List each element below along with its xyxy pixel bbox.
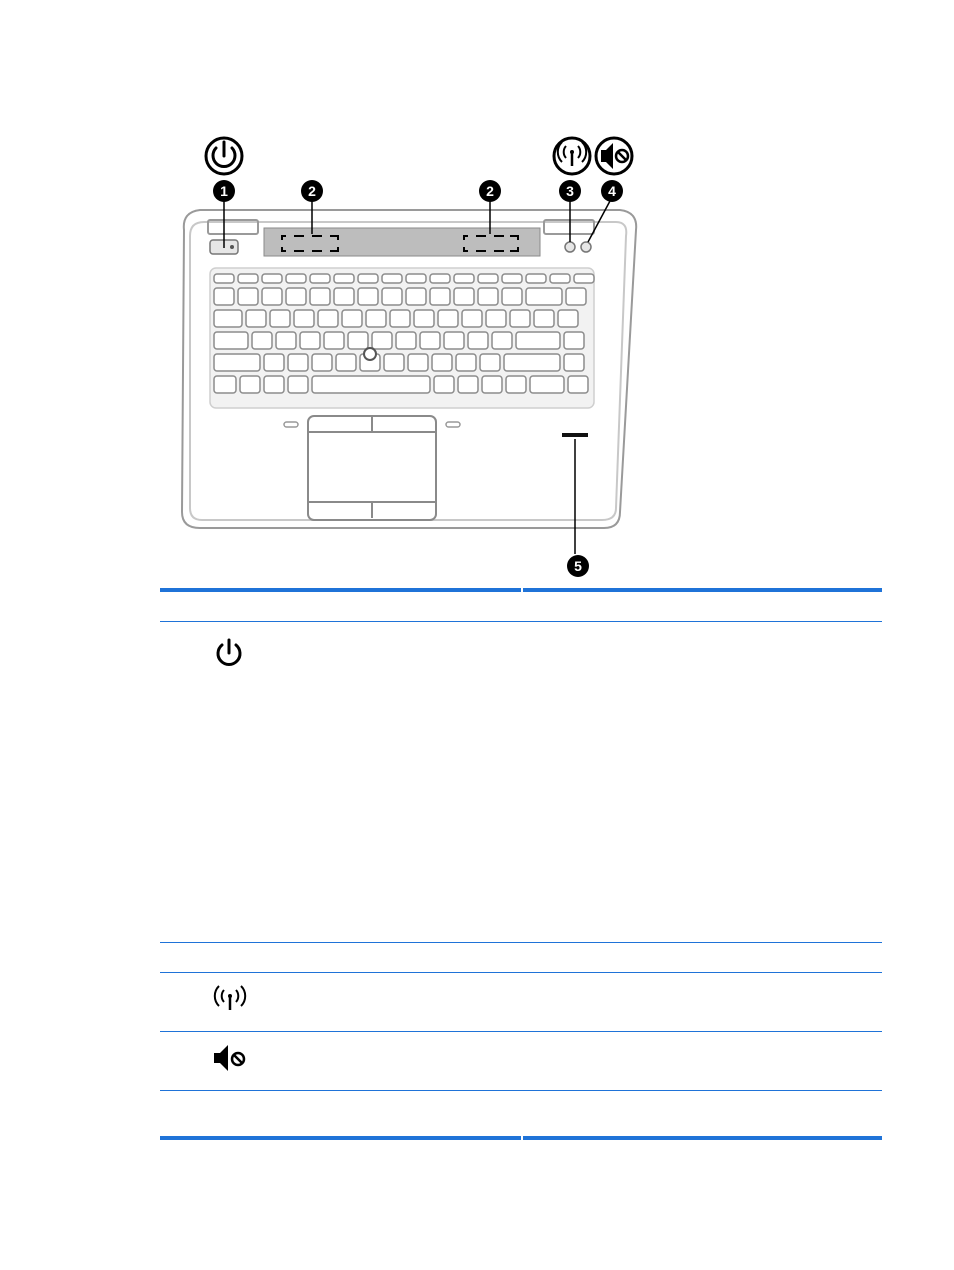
keyboard-key	[372, 332, 392, 349]
keyboard-key	[342, 310, 362, 327]
row-rule	[160, 942, 882, 943]
keyboard-key	[444, 332, 464, 349]
mute-icon	[596, 138, 632, 174]
keyboard-key	[406, 288, 426, 305]
keyboard-key	[502, 274, 522, 283]
keyboard-key	[438, 310, 458, 327]
keyboard-key	[486, 310, 506, 327]
keyboard-key	[432, 354, 452, 371]
keyboard-key	[566, 288, 586, 305]
table-row-mute-icon	[212, 1044, 248, 1077]
keyboard-key	[348, 332, 368, 349]
keyboard-key	[530, 376, 564, 393]
table-row-wireless-icon	[212, 984, 248, 1019]
keyboard-key	[420, 332, 440, 349]
keyboard-key	[430, 288, 450, 305]
keyboard-key	[384, 354, 404, 371]
keyboard-key	[276, 332, 296, 349]
keyboard-key	[558, 310, 578, 327]
callout-3	[559, 180, 581, 202]
wireless-light	[565, 242, 575, 252]
column-divider	[521, 588, 523, 592]
callout-4	[601, 180, 623, 202]
keyboard-key	[214, 274, 234, 283]
keyboard-key	[482, 376, 502, 393]
keyboard-key	[214, 354, 260, 371]
row-rule	[160, 1031, 882, 1032]
keyboard-key	[458, 376, 478, 393]
keyboard-key	[334, 274, 354, 283]
keyboard-key	[526, 288, 562, 305]
keyboard-key	[382, 274, 402, 283]
keyboard-key	[382, 288, 402, 305]
keyboard-key	[550, 274, 570, 283]
table-row-power-icon	[212, 636, 246, 675]
fingerprint-reader	[562, 433, 588, 437]
svg-text:5: 5	[574, 558, 582, 574]
keyboard-key	[480, 354, 500, 371]
keyboard-key	[318, 310, 338, 327]
keyboard-key	[262, 288, 282, 305]
keyboard-key	[478, 288, 498, 305]
keyboard-key	[334, 288, 354, 305]
keyboard-key	[390, 310, 410, 327]
callout-2-right	[479, 180, 501, 202]
keyboard-key	[246, 310, 266, 327]
keyboard-key	[526, 274, 546, 283]
keyboard-key	[396, 332, 416, 349]
keyboard-key	[468, 332, 488, 349]
touchpad[interactable]	[308, 416, 436, 520]
keyboard-key	[456, 354, 476, 371]
keyboard-key	[478, 274, 498, 283]
keyboard-key	[336, 354, 356, 371]
component-table	[160, 588, 882, 1140]
svg-text:3: 3	[566, 183, 574, 199]
keyboard-key	[502, 288, 522, 305]
keyboard-key	[510, 310, 530, 327]
keyboard-key	[414, 310, 434, 327]
callout-1	[213, 180, 235, 202]
keyboard-key	[406, 274, 426, 283]
keyboard-key	[574, 274, 594, 283]
keyboard-key	[312, 376, 430, 393]
keyboard-key	[238, 274, 258, 283]
keyboard-key	[324, 332, 344, 349]
row-rule	[160, 972, 882, 973]
keyboard-key	[568, 376, 588, 393]
wireless-icon	[554, 138, 590, 174]
keyboard-key	[286, 288, 306, 305]
keyboard-key	[264, 376, 284, 393]
keyboard-key	[214, 332, 248, 349]
power-icon	[206, 138, 242, 174]
keyboard-key	[240, 376, 260, 393]
header-rule	[160, 621, 882, 622]
svg-text:4: 4	[608, 183, 616, 199]
keyboard-key	[238, 288, 258, 305]
row-rule	[160, 1090, 882, 1091]
keyboard-key	[270, 310, 290, 327]
keyboard-key	[312, 354, 332, 371]
keyboard-key	[310, 274, 330, 283]
laptop-top-view-illustration	[170, 130, 650, 580]
keyboard-key	[534, 310, 554, 327]
keyboard-key	[454, 288, 474, 305]
keyboard-key	[358, 274, 378, 283]
keyboard-key	[564, 354, 584, 371]
callout-2-left	[301, 180, 323, 202]
svg-text:1: 1	[220, 183, 228, 199]
keyboard-key	[286, 274, 306, 283]
keyboard-key	[310, 288, 330, 305]
keyboard-key	[214, 376, 236, 393]
keyboard-key	[516, 332, 560, 349]
keyboard-key	[506, 376, 526, 393]
keyboard-key	[262, 274, 282, 283]
keyboard-key	[454, 274, 474, 283]
keyboard-key	[564, 332, 584, 349]
keyboard-key	[288, 354, 308, 371]
keyboard-key	[408, 354, 428, 371]
keyboard-key	[430, 274, 450, 283]
keyboard-key	[504, 354, 560, 371]
callout-5	[567, 555, 589, 577]
keyboard-key	[462, 310, 482, 327]
keyboard-key	[288, 376, 308, 393]
mute-light	[581, 242, 591, 252]
pointing-stick[interactable]	[364, 348, 376, 360]
keyboard-key	[214, 310, 242, 327]
svg-text:2: 2	[486, 183, 494, 199]
keyboard-key	[214, 288, 234, 305]
keyboard-key	[252, 332, 272, 349]
svg-text:2: 2	[308, 183, 316, 199]
keyboard-key	[434, 376, 454, 393]
column-divider	[521, 1136, 523, 1140]
keyboard-key	[294, 310, 314, 327]
keyboard-key	[300, 332, 320, 349]
keyboard-key	[264, 354, 284, 371]
keyboard-key	[358, 288, 378, 305]
keyboard-key	[366, 310, 386, 327]
keyboard-key	[492, 332, 512, 349]
